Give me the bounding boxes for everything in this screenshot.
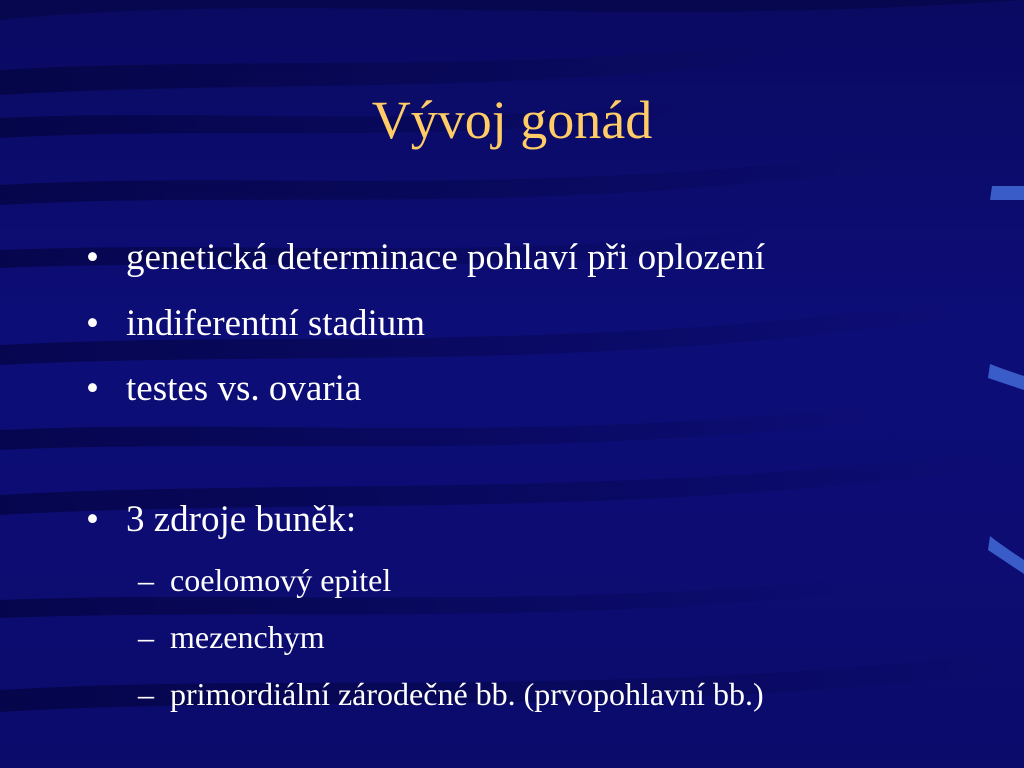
sub-bullet-text: primordiální zárodečné bb. (prvopohlavní bb.): [170, 676, 764, 712]
bullet-item: [86, 300, 425, 348]
bullet-marker: •: [86, 303, 99, 344]
sub-bullet-marker: –: [138, 619, 154, 655]
slide-title: Vývoj gonád: [371, 90, 653, 150]
sub-bullet-marker: –: [138, 676, 154, 712]
sub-bullet-item: [138, 616, 325, 658]
bullet-text: testes vs. ovaria: [126, 368, 362, 409]
bullet-item: [86, 234, 765, 282]
sub-bullet-text: mezenchym: [170, 619, 325, 655]
bullet-text: 3 zdroje buněk:: [126, 499, 357, 540]
bullet-marker: •: [86, 499, 99, 540]
sub-bullet-item: [138, 559, 391, 601]
sub-bullet-item: [138, 673, 764, 715]
sub-bullet-text: coelomový epitel: [170, 562, 392, 598]
bullet-item: [86, 365, 361, 413]
bullet-text: indiferentní stadium: [126, 303, 426, 344]
bullet-marker: •: [86, 237, 99, 278]
bullet-text: genetická determinace pohlaví při oplození: [126, 237, 766, 278]
bullet-marker: •: [86, 368, 99, 409]
bullet-item: [86, 496, 356, 544]
sub-bullet-marker: –: [138, 562, 154, 598]
